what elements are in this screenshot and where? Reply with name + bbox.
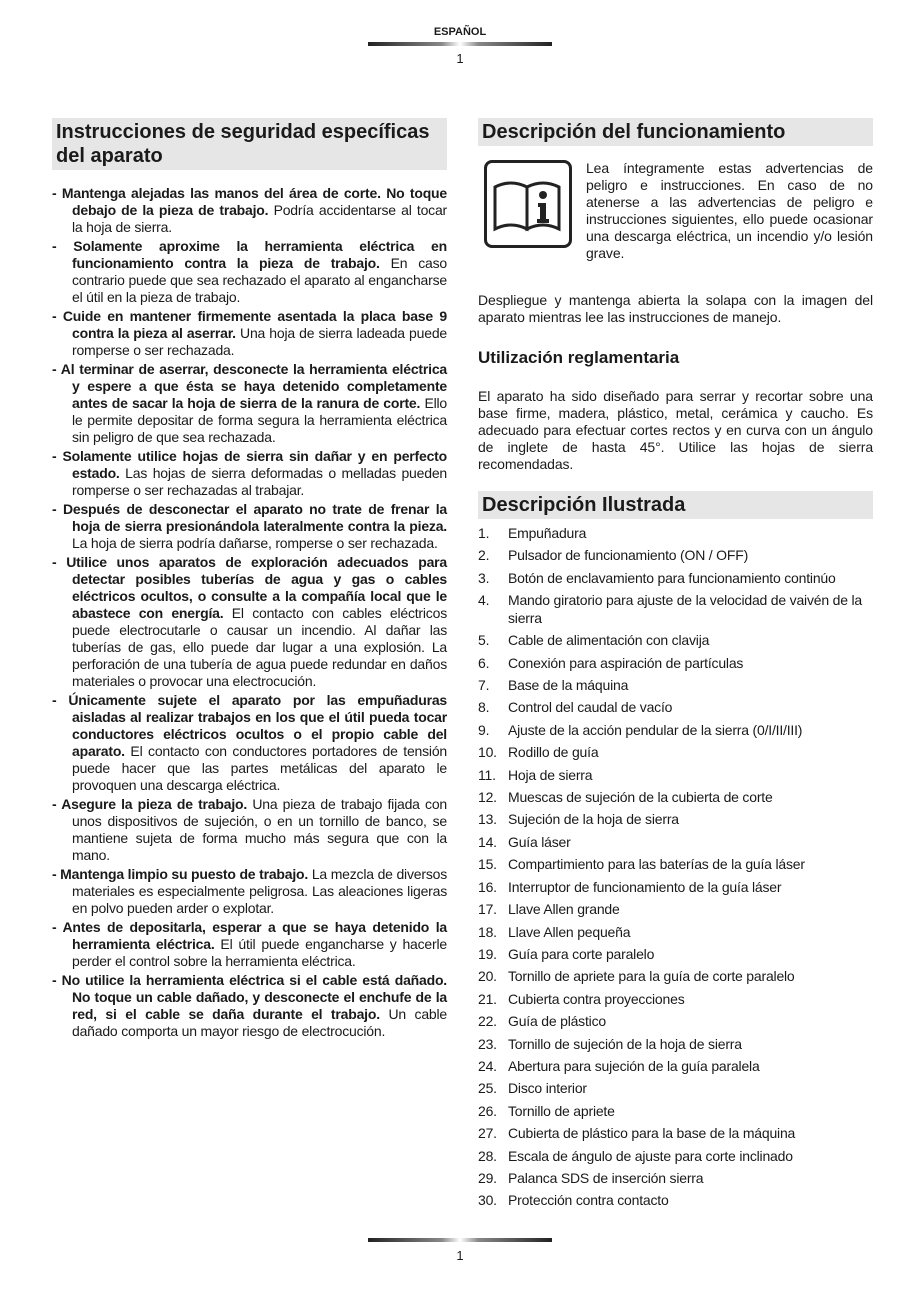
item-number: 9. <box>478 721 490 738</box>
item-number: 8. <box>478 699 490 716</box>
item-number: 20. <box>478 968 497 985</box>
item-number: 15. <box>478 856 497 873</box>
item-label: Cubierta contra proyecciones <box>508 990 685 1007</box>
parts-list-item <box>478 853 873 875</box>
parts-list-item <box>478 1055 873 1077</box>
read-manual-icon <box>484 160 572 248</box>
warning-text: Lea íntegramente estas advertencias de peligro e instrucciones. En caso de no atenerse a las advertencias de peligro e instrucciones siguientes, ello puede ocasionar una descarga eléctrica, un incendio y/o lesión grave. <box>586 160 873 261</box>
bullet-bold-text: - Mantenga alejadas las manos del área de corte. No toque debajo de la pieza de trabajo. <box>52 185 447 218</box>
item-label: Mando giratorio para ajuste de la velocidad de vaivén de la sierra <box>508 592 862 627</box>
footer-page-number: 1 <box>456 1248 464 1263</box>
item-number: 24. <box>478 1057 497 1074</box>
item-label: Control del caudal de vacío <box>508 699 673 716</box>
bullet-bold-text: - Cuide en mantener firmemente asentada la placa base 9 contra la pieza al aserrar. <box>52 308 447 341</box>
parts-list-item <box>478 1145 873 1167</box>
bullet-bold-text: - Solamente utilice hojas de sierra sin dañar y en perfecto estado. <box>52 448 447 481</box>
item-label: Sujeción de la hoja de sierra <box>508 811 679 828</box>
parts-list-item <box>478 831 873 853</box>
item-number: 13. <box>478 811 497 828</box>
bullet-text: La hoja de sierra podría dañarse, romperse o ser rechazada. <box>72 535 438 551</box>
item-number: 2. <box>478 547 490 564</box>
parts-list-item <box>478 652 873 674</box>
item-label: Llave Allen grande <box>508 901 620 918</box>
bullet-bold-text: - Solamente aproxime la herramienta eléctrica en funcionamiento contra la pieza de trabajo. <box>52 238 447 271</box>
bullet-text: Una hoja de sierra ladeada puede romperse o ser rechazada. <box>72 325 447 358</box>
item-label: Tornillo de apriete <box>508 1102 615 1119</box>
item-label: Botón de enclavamiento para funcionamiento continúo <box>508 569 836 586</box>
parts-list-item <box>478 589 873 629</box>
bullet-text: Una pieza de trabajo fijada con unos dispositivos de sujeción, o en un tornillo de banco, se mantiene sujeta de forma mucho más segura que con la mano. <box>72 796 447 863</box>
safety-bullet <box>52 448 447 499</box>
item-label: Tornillo de sujeción de la hoja de sierra <box>508 1035 742 1052</box>
bullet-text: Ello le permite depositar de forma segura la herramienta eléctrica sin peligro de que sea rechazada. <box>72 395 447 445</box>
bullet-text: El útil puede engancharse y hacerle perder el control sobre la herramienta eléctrica. <box>72 936 447 969</box>
item-number: 23. <box>478 1035 497 1052</box>
item-label: Protección contra contacto <box>508 1192 669 1209</box>
safety-bullet <box>52 919 447 970</box>
parts-list-item <box>478 567 873 589</box>
item-label: Llave Allen pequeña <box>508 923 631 940</box>
item-number: 10. <box>478 744 497 761</box>
intended-use-text: El aparato ha sido diseñado para serrar y recortar sobre una base firme, madera, plástico, metal, cerámica y caucho. Es adecuado para efectuar cortes rectos y en curva con un ángulo de inglete de hasta 45°. Utilice las hojas de sierra recomendadas. <box>478 388 873 472</box>
item-label: Tornillo de apriete para la guía de corte paralelo <box>508 968 795 985</box>
safety-bullet <box>52 866 447 917</box>
safety-bullet <box>52 972 447 1040</box>
safety-column <box>52 118 447 1042</box>
intended-use-title: Utilización reglamentaria <box>478 348 680 367</box>
safety-title: Instrucciones de seguridad específicas del aparato <box>52 118 447 170</box>
parts-list-item <box>478 921 873 943</box>
header-language: ESPAÑOL <box>433 26 487 38</box>
item-label: Abertura para sujeción de la guía paralela <box>508 1057 760 1074</box>
bullet-text: El contacto con cables eléctricos puede electrocutarle o causar un incendio. Al dañar las tuberías de gas, ello puede dar lugar a una explosión. La perforación de una tubería de agua puede redundar en daños materiales o provocar una electrocución. <box>72 605 447 689</box>
parts-list <box>478 522 873 1212</box>
parts-list-item <box>478 522 873 544</box>
parts-list-item <box>478 1189 873 1211</box>
item-number: 17. <box>478 901 497 918</box>
safety-bullet <box>52 185 447 236</box>
header-rule <box>368 42 552 46</box>
bullet-bold-text: - Mantenga limpio su puesto de trabajo. <box>52 866 309 882</box>
item-number: 22. <box>478 1013 497 1030</box>
parts-list-item <box>478 1010 873 1032</box>
parts-list-item <box>478 1077 873 1099</box>
item-label: Guía de plástico <box>508 1013 606 1030</box>
parts-list-item <box>478 1122 873 1144</box>
parts-list-item <box>478 741 873 763</box>
item-number: 18. <box>478 923 497 940</box>
parts-list-item <box>478 629 873 651</box>
parts-list-item <box>478 719 873 741</box>
item-label: Conexión para aspiración de partículas <box>508 654 744 671</box>
safety-bullet <box>52 308 447 359</box>
item-number: 27. <box>478 1125 497 1142</box>
parts-list-item <box>478 898 873 920</box>
item-label: Escala de ángulo de ajuste para corte inclinado <box>508 1147 793 1164</box>
bullet-text: El contacto con conductores portadores de tensión puede hacer que las partes metálicas del aparato le provoquen una descarga eléctrica. <box>72 743 447 793</box>
bullet-bold-text: - Antes de depositarla, esperar a que se haya detenido la herramienta eléctrica. <box>52 919 447 952</box>
item-label: Muescas de sujeción de la cubierta de corte <box>508 789 773 806</box>
item-number: 19. <box>478 945 497 962</box>
bullet-text: Podría accidentarse al tocar la hoja de sierra. <box>72 202 447 235</box>
item-number: 25. <box>478 1080 497 1097</box>
bullet-text: Un cable dañado comporta un mayor riesgo de electrocución. <box>72 1006 447 1039</box>
bullet-bold-text: - Al terminar de aserrar, desconecte la herramienta eléctrica y espere a que ésta se haya detenido completamente antes de sacar la hoja de sierra de la ranura de corte. <box>52 361 447 411</box>
parts-list-item <box>478 943 873 965</box>
item-label: Interruptor de funcionamiento de la guía láser <box>508 878 782 895</box>
bullet-bold-text: - Después de desconectar el aparato no trate de frenar la hoja de sierra presionándola lateralmente contra la pieza. <box>52 501 447 534</box>
bullet-bold-text: - Asegure la pieza de trabajo. <box>52 796 248 812</box>
item-label: Cubierta de plástico para la base de la máquina <box>508 1125 796 1142</box>
parts-list-item <box>478 544 873 566</box>
item-label: Rodillo de guía <box>508 744 599 761</box>
description-column <box>478 118 873 1212</box>
safety-bullet <box>52 238 447 306</box>
item-number: 14. <box>478 833 497 850</box>
parts-list-item <box>478 1100 873 1122</box>
safety-bullet <box>52 554 447 690</box>
parts-list-item <box>478 764 873 786</box>
item-label: Compartimiento para las baterías de la guía láser <box>508 856 805 873</box>
item-label: Palanca SDS de inserción sierra <box>508 1169 704 1186</box>
item-label: Ajuste de la acción pendular de la sierra (0/I/II/III) <box>508 721 803 738</box>
item-label: Base de la máquina <box>508 677 629 694</box>
bullet-bold-text: - Únicamente sujete el aparato por las empuñaduras aisladas al realizar trabajos en los que el útil pueda tocar conductores eléctricos ocultos o el propio cable del aparato. <box>52 692 447 759</box>
bullet-bold-text: - Utilice unos aparatos de exploración adecuados para detectar posibles tuberías de agua y gas o cables eléctricos ocultos, o consulte a la compañía local que le abastece con energía. <box>52 554 447 621</box>
parts-list-item <box>478 988 873 1010</box>
item-label: Guía para corte paralelo <box>508 945 655 962</box>
item-number: 26. <box>478 1102 497 1119</box>
item-number: 28. <box>478 1147 497 1164</box>
parts-list-item <box>478 1033 873 1055</box>
item-number: 21. <box>478 990 497 1007</box>
parts-list-item <box>478 808 873 830</box>
safety-bullets <box>52 185 447 1040</box>
item-label: Hoja de sierra <box>508 766 593 783</box>
parts-list-item <box>478 696 873 718</box>
safety-bullet <box>52 501 447 552</box>
item-number: 12. <box>478 789 497 806</box>
item-label: Guía láser <box>508 833 571 850</box>
bullet-bold-text: - No utilice la herramienta eléctrica si el cable está dañado. No toque un cable dañado, y desconecte el enchufe de la red, si el cable se daña durante el trabajo. <box>52 972 447 1022</box>
parts-list-item <box>478 876 873 898</box>
parts-list-item <box>478 674 873 696</box>
item-number: 7. <box>478 677 490 694</box>
safety-bullet <box>52 692 447 794</box>
function-title: Descripción del funcionamiento <box>478 118 873 146</box>
item-number: 4. <box>478 592 490 609</box>
parts-list-item <box>478 1167 873 1189</box>
illustrated-title: Descripción Ilustrada <box>478 491 873 519</box>
item-label: Pulsador de funcionamiento (ON / OFF) <box>508 547 749 564</box>
bullet-text: Las hojas de sierra deformadas o melladas pueden romperse o ser rechazadas al trabajar. <box>72 465 447 498</box>
item-label: Cable de alimentación con clavija <box>508 632 710 649</box>
fold-note: Despliegue y mantenga abierta la solapa con la imagen del aparato mientras lee las instrucciones de manejo. <box>478 292 873 325</box>
footer-rule <box>368 1238 552 1242</box>
item-number: 30. <box>478 1192 497 1209</box>
item-number: 1. <box>478 525 490 541</box>
bullet-text: En caso contrario puede que sea rechazado el aparato al engancharse el útil en la pieza de trabajo. <box>72 255 447 305</box>
parts-list-item <box>478 786 873 808</box>
safety-bullet <box>52 361 447 446</box>
item-number: 3. <box>478 569 490 586</box>
safety-bullet <box>52 796 447 864</box>
item-number: 11. <box>478 766 496 783</box>
item-number: 5. <box>478 632 490 649</box>
item-label: Disco interior <box>508 1080 587 1097</box>
item-number: 16. <box>478 878 497 895</box>
item-label: Empuñadura <box>508 525 587 541</box>
item-number: 6. <box>478 654 490 671</box>
parts-list-item <box>478 965 873 987</box>
bullet-text: La mezcla de diversos materiales es especialmente peligrosa. Las aleaciones ligeras en polvo pueden arder o explotar. <box>72 866 448 916</box>
item-number: 29. <box>478 1169 497 1186</box>
header-page-number: 1 <box>456 51 464 66</box>
